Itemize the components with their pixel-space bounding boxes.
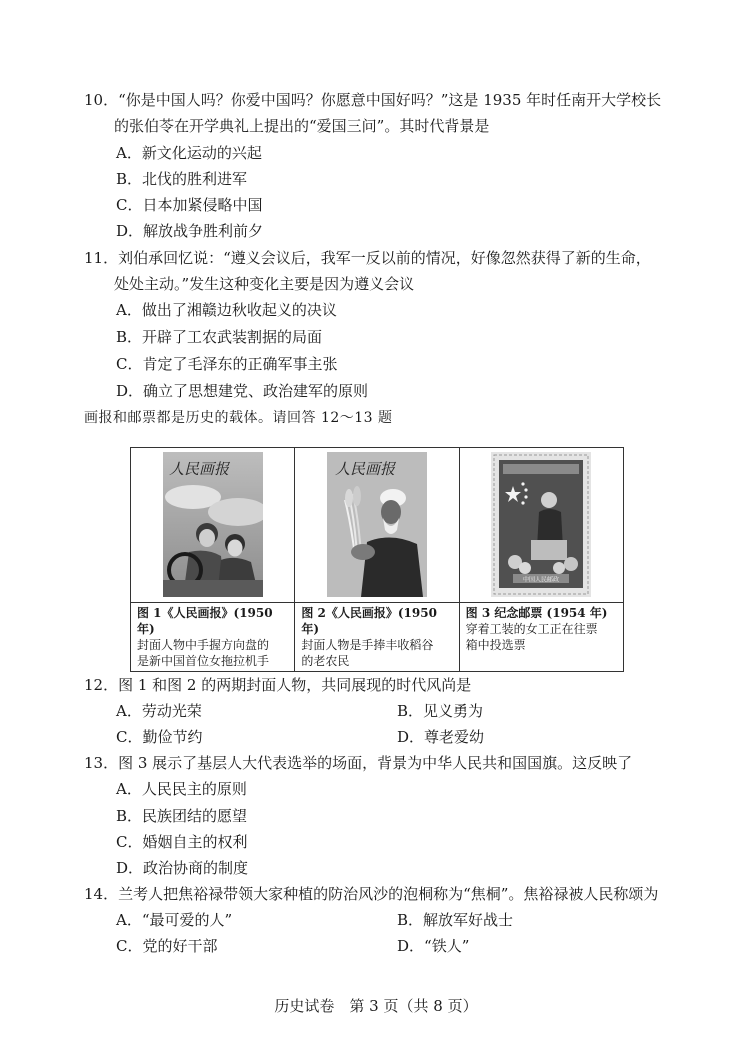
figure-3-caption-line1: 穿着工装的女工正在往票 xyxy=(465,622,598,636)
figure-2-illustration xyxy=(327,452,427,597)
figure-1-illustration xyxy=(163,452,263,597)
q10-option-d: D．解放战争胜利前夕 xyxy=(116,222,264,240)
q11-stem-line2: 处处主动。”发生这种变化主要是因为遵义会议 xyxy=(114,275,415,293)
section-intro: 画报和邮票都是历史的载体。请回答 12～13 题 xyxy=(84,410,393,426)
q10-stem-line1: 10．“你是中国人吗？你爱中国吗？你愿意中国好吗？”这是 1935 年时任南开大学校长 xyxy=(84,91,662,109)
figure-2-caption xyxy=(295,603,459,672)
figure-3-image-cell xyxy=(459,448,623,603)
page-footer: 历史试卷 第 3 页（共 8 页） xyxy=(274,997,478,1015)
q13-option-b: B．民族团结的愿望 xyxy=(116,807,248,825)
figure-2-caption-line2: 的老农民 xyxy=(301,654,350,668)
q13-stem: 13．图 3 展示了基层人大代表选举的场面，背景为中华人民共和国国旗。这反映了 xyxy=(84,754,633,772)
figure-1-masthead: 人民画报 xyxy=(168,460,229,478)
figure-3-caption-line2: 箱中投选票 xyxy=(465,638,526,652)
q12-option-b: B．见义勇为 xyxy=(397,702,484,720)
q14-stem: 14．兰考人把焦裕禄带领大家种植的防治风沙的泡桐称为“焦桐”。焦裕禄被人民称颂为 xyxy=(84,885,659,903)
q13-option-a: A．人民民主的原则 xyxy=(116,780,247,798)
figure-2-title: 图 2《人民画报》(1950 年) xyxy=(301,606,437,636)
figure-table xyxy=(130,447,624,672)
q10-option-c: C．日本加紧侵略中国 xyxy=(116,196,263,214)
q13-option-d: D．政治协商的制度 xyxy=(116,859,249,877)
q14-option-b: B．解放军好战士 xyxy=(397,911,514,929)
q12-option-d: D．尊老爱幼 xyxy=(397,728,485,746)
figure-2-magazine-cover xyxy=(327,452,427,597)
figure-1-magazine-cover xyxy=(163,452,263,597)
q12-option-a: A．劳动光荣 xyxy=(116,702,202,720)
q12-option-c: C．勤俭节约 xyxy=(116,728,203,746)
figure-3-title: 图 3 纪念邮票 (1954 年) xyxy=(465,606,608,620)
figure-2-masthead: 人民画报 xyxy=(334,460,395,478)
q10-option-b: B．北伐的胜利进军 xyxy=(116,170,248,188)
q10-option-a: A．新文化运动的兴起 xyxy=(116,144,262,162)
q12-stem: 12．图 1 和图 2 的两期封面人物，共同展现的时代风尚是 xyxy=(84,676,472,694)
q14-option-c: C．党的好干部 xyxy=(116,937,218,955)
figure-1-caption-line1: 封面人物中手握方向盘的 xyxy=(137,638,270,652)
q10-stem-line2: 的张伯苓在开学典礼上提出的“爱国三问”。其时代背景是 xyxy=(114,117,490,135)
figure-1-title: 图 1《人民画报》(1950 年) xyxy=(137,606,273,636)
figure-1-caption xyxy=(131,603,295,672)
figure-3-stamp-label: 中国人民邮政 xyxy=(523,576,560,584)
q14-option-a: A．“最可爱的人” xyxy=(116,911,233,929)
q11-option-c: C．肯定了毛泽东的正确军事主张 xyxy=(116,355,338,373)
figure-2-caption-line1: 封面人物是手捧丰收稻谷 xyxy=(301,638,434,652)
q11-option-a: A．做出了湘赣边秋收起义的决议 xyxy=(116,301,337,319)
figure-1-caption-line2: 是新中国首位女拖拉机手 xyxy=(137,654,270,668)
q14-option-d: D．“铁人” xyxy=(397,937,470,955)
figure-2-image-cell xyxy=(295,448,459,603)
q11-stem-line1: 11．刘伯承回忆说：“遵义会议后，我军一反以前的情况，好像忽然获得了新的生命， xyxy=(84,249,651,267)
figure-3-stamp xyxy=(491,452,591,597)
q11-option-d: D．确立了思想建党、政治建军的原则 xyxy=(116,382,369,400)
q11-option-b: B．开辟了工农武装割据的局面 xyxy=(116,328,323,346)
figure-3-illustration xyxy=(491,452,591,597)
figure-1-image-cell xyxy=(131,448,295,603)
figure-3-caption xyxy=(459,603,623,672)
q13-option-c: C．婚姻自主的权利 xyxy=(116,833,248,851)
